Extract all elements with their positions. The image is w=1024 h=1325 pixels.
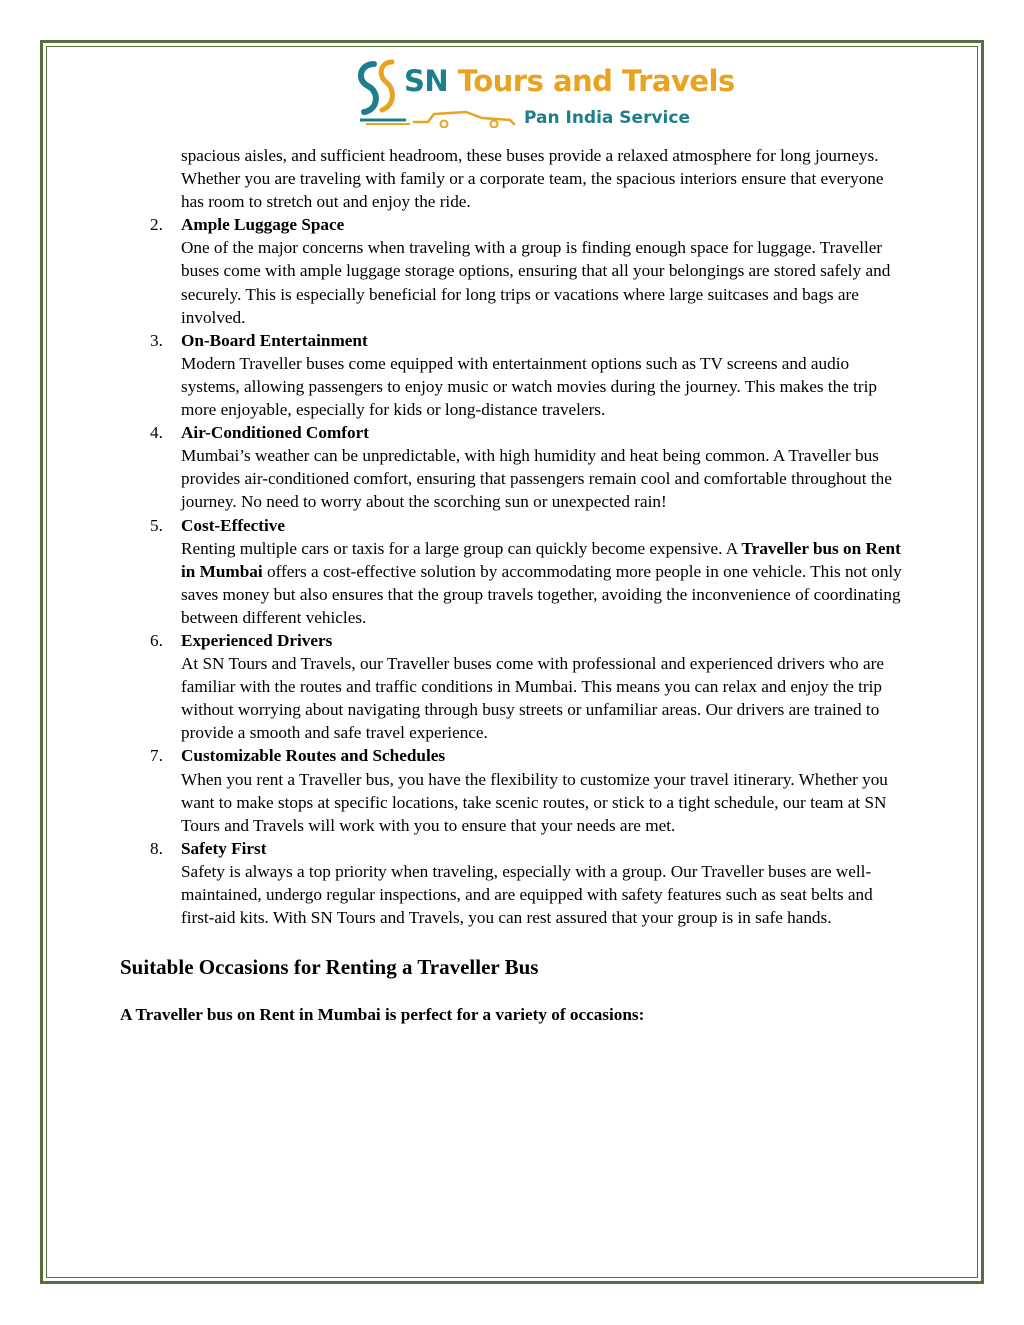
list-item <box>120 629 910 744</box>
list-item-body: Safety is always a top priority when traveling, especially with a group. Our Traveller buses are well-maintained, undergo regular inspections, and are equipped with safety features such as seat belts and first-aid kits. With SN Tours and Travels, you can rest assured that your group is in safe hands. <box>181 861 873 928</box>
car-icon <box>410 102 520 128</box>
list-item-body: Mumbai’s weather can be unpredictable, with high humidity and heat being common. A Traveller bus provides air-conditioned comfort, ensuring that passengers remain cool and comfortable throughout the journey. No need to worry about the scorching sun or unexpected rain! <box>181 446 892 512</box>
list-item-number: 8. <box>150 838 163 858</box>
list-item-body: Modern Traveller buses come equipped with entertainment options such as TV screens and audio systems, allowing passengers to enjoy music or watch movies during the journey. This makes the trip more enjoyable, especially for kids or long-distance travelers. <box>181 353 877 420</box>
list-item-number: 6. <box>150 630 163 650</box>
logo-brand-rest: Tours and Travels <box>457 64 735 98</box>
list-item-title: Customizable Routes and Schedules <box>181 746 446 766</box>
logo-title <box>404 64 735 98</box>
body-text-post: offers a cost-effective solution by accommodating more people in one vehicle. This not only saves money but also ensures that the group travels together, avoiding the inconvenience of coordinating between different vehicles. <box>181 561 902 627</box>
list-item <box>120 837 910 929</box>
brand-logo <box>352 58 735 132</box>
list-item-body <box>181 537 910 629</box>
document-body <box>120 144 910 1026</box>
intro-continuation: spacious aisles, and sufficient headroom, these buses provide a relaxed atmosphere for long journeys. Whether you are traveling with family or a corporate team, the spacious interiors ensure that everyone has room to stretch out and enjoy the ride. <box>181 146 884 212</box>
section-heading: Suitable Occasions for Renting a Traveller Bus <box>120 955 539 980</box>
logo-emblem-icon <box>352 58 412 130</box>
list-item-title: Ample Luggage Space <box>181 215 345 235</box>
list-item-number: 4. <box>150 423 163 443</box>
section-intro: A Traveller bus on Rent in Mumbai is perfect for a variety of occasions: <box>120 1005 645 1025</box>
list-item-number: 3. <box>150 330 163 350</box>
list-item-body: When you rent a Traveller bus, you have the flexibility to customize your travel itinerary. Whether you want to make stops at specific locations, take scenic routes, or stick to a tight schedule, our team at SN Tours and Travels will work with you to ensure that your needs are met. <box>181 769 888 835</box>
list-item-title: Air-Conditioned Comfort <box>181 423 369 443</box>
body-text-bold: Traveller bus on Rent in Mumbai <box>181 538 901 581</box>
list-item-title: On-Board Entertainment <box>181 330 368 350</box>
list-item-title: Experienced Drivers <box>181 630 333 650</box>
list-item-title: Safety First <box>181 838 267 858</box>
list-item <box>120 329 910 421</box>
list-item <box>120 744 910 836</box>
list-item-body: One of the major concerns when traveling with a group is finding enough space for luggage. Traveller buses come with ample luggage storage options, ensuring that all your belongings are stored safely and securely. This is especially beneficial for long trips or vacations where large suitcases and bags are involved. <box>181 238 891 327</box>
body-text-pre: Renting multiple cars or taxis for a large group can quickly become expensive. A <box>181 538 742 558</box>
list-item-number: 7. <box>150 746 163 766</box>
list-item <box>120 514 910 629</box>
list-item <box>120 421 910 513</box>
list-item-number: 5. <box>150 515 163 535</box>
list-item <box>120 213 910 328</box>
list-item-body: At SN Tours and Travels, our Traveller buses come with professional and experienced drivers who are familiar with the routes and traffic conditions in Mumbai. This means you can relax and enjoy the trip without worrying about navigating through busy streets or unfamiliar areas. Our drivers are trained to provide a smooth and safe travel experience. <box>181 654 885 743</box>
list-item-number: 2. <box>150 215 163 235</box>
logo-brand-sn: SN <box>404 64 449 98</box>
list-item-title: Cost-Effective <box>181 515 286 535</box>
logo-tagline: Pan India Service <box>524 108 690 128</box>
